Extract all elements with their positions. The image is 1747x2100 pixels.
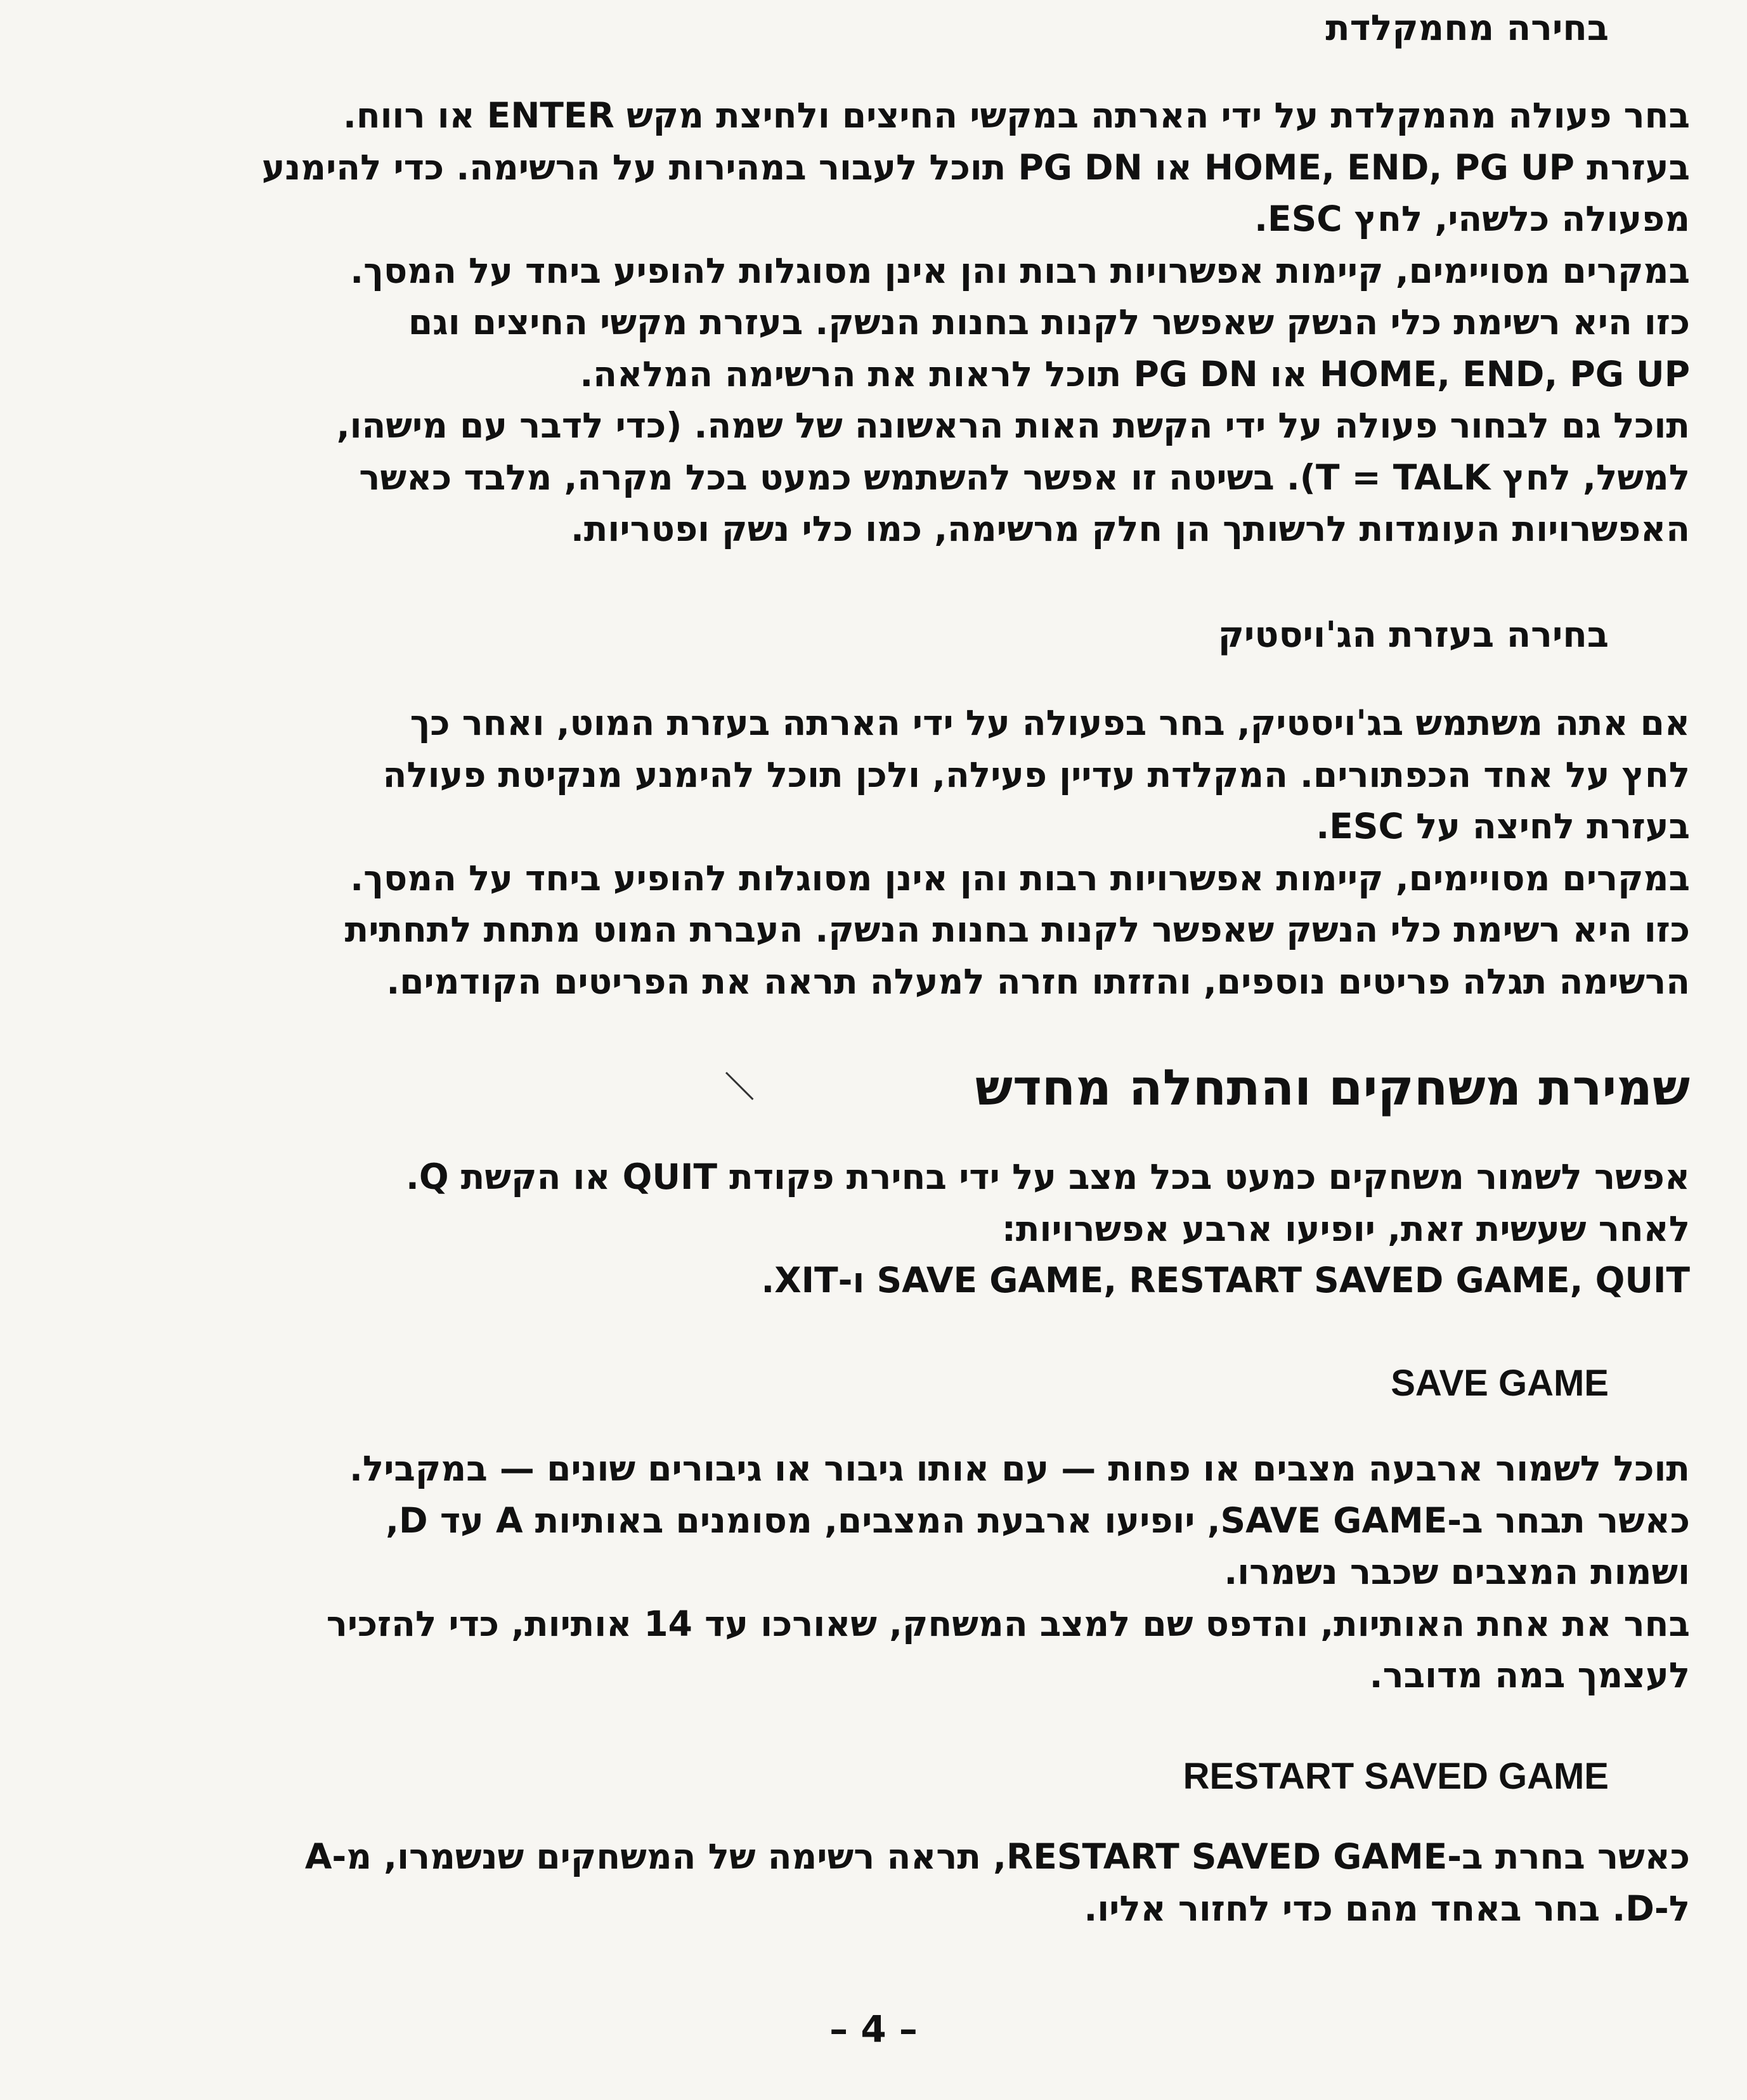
paragraph-line: כזו היא רשימת כלי הנשק שאפשר לקנות בחנות הנשק. העברת המוט מתחת לתחתית xyxy=(344,909,1690,950)
paragraph-line: האפשרויות העומדות לרשותך הן חלק מרשימה, כמו כלי נשק ופטריות. xyxy=(570,509,1690,549)
paragraph-line: בעזרת HOME, END, PG UP או PG DN תוכל לעבור במהירות על הרשימה. כדי להימנע xyxy=(261,146,1690,188)
paragraph-line: אם אתה משתמש בג'ויסטיק, בחר בפעולה על ידי הארתה בעזרת המוט, ואחר כך xyxy=(410,703,1690,743)
paragraph-line: מפעולה כלשהי, לחץ ESC. xyxy=(1254,198,1690,239)
paragraph-line: כאשר בחרת ב-RESTART SAVED GAME, תראה רשימה של המשחקים שנשמרו, מ-A xyxy=(304,1836,1690,1877)
paragraph-line: במקרים מסויימים, קיימות אפשרויות רבות והן אינן מסוגלות להופיע ביחד על המסך. xyxy=(350,857,1690,898)
paragraph-line: למשל, לחץ T = TALK). בשיטה זו אפשר להשתמש כמעט בכל מקרה, מלבד כאשר xyxy=(359,457,1690,498)
section-title-keyboard: בחירה מחמקלדת xyxy=(1325,8,1609,49)
subsection-body-save-game xyxy=(136,1443,1690,1702)
paragraph-line: לעצמך במה מדובר. xyxy=(1369,1655,1690,1695)
paragraph-line: לאחר שעשית זאת, יופיעו ארבע אפשרויות: xyxy=(1001,1208,1690,1249)
paragraph-line: הרשימה תגלה פריטים נוספים, והזזתו חזרה למעלה תראה את הפריטים הקודמים. xyxy=(386,961,1690,1002)
paragraph-line: לחץ על אחד הכפתורים. המקלדת עדיין פעילה, ולכן תוכל להימנע מנקיטת פעולה xyxy=(382,754,1690,795)
page-number: – 4 – xyxy=(829,2007,918,2051)
manual-page xyxy=(136,0,1690,2100)
subsection-title-save-game: SAVE GAME xyxy=(1391,1363,1609,1404)
paragraph-line: תוכל לשמור ארבעה מצבים או פחות — עם אותו גיבור או גיבורים שונים — במקביל. xyxy=(349,1448,1690,1489)
paragraph-line: SAVE GAME, RESTART SAVED GAME, QUIT ו-XIT. xyxy=(761,1260,1690,1300)
paragraph-line: ל-D. בחר באחד מהם כדי לחזור אליו. xyxy=(1084,1888,1690,1929)
paragraph-line: במקרים מסויימים, קיימות אפשרויות רבות והן אינן מסוגלות להופיע ביחד על המסך. xyxy=(350,250,1690,291)
section-body-keyboard xyxy=(136,90,1690,555)
section-body-joystick xyxy=(136,697,1690,1008)
paragraph-line: ושמות המצבים שכבר נשמרו. xyxy=(1224,1552,1690,1592)
paragraph-line: כזו היא רשימת כלי הנשק שאפשר לקנות בחנות הנשק. בעזרת מקשי החיצים וגם xyxy=(408,302,1690,342)
subsection-title-restart: RESTART SAVED GAME xyxy=(1183,1756,1609,1797)
paragraph-line: תוכל גם לבחור פעולה על ידי הקשת האות הראשונה של שמה. (כדי לדבר עם מישהו, xyxy=(336,405,1690,446)
paragraph-line: בחר פעולה מהמקלדת על ידי הארתה במקשי החיצים ולחיצת מקש ENTER או רווח. xyxy=(343,95,1690,136)
section-title-joystick: בחירה בעזרת הג'ויסטיק xyxy=(1218,614,1609,656)
subsection-body-restart xyxy=(136,1831,1690,1935)
section-body-saving xyxy=(136,1151,1690,1307)
paragraph-line: בחר את אחת האותיות, והדפס שם למצב המשחק, שאורכו עד 14 אותיות, כדי להזכיר xyxy=(326,1603,1690,1644)
paragraph-line: אפשר לשמור משחקים כמעט בכל מצב על ידי בחירת פקודת QUIT או הקשת Q. xyxy=(405,1157,1690,1197)
paragraph-line: בעזרת לחיצה על ESC. xyxy=(1316,806,1690,846)
section-title-saving: שמירת משחקים והתחלה מחדש xyxy=(975,1060,1690,1117)
paragraph-line: HOME, END, PG UP או PG DN תוכל לראות את הרשימה המלאה. xyxy=(580,353,1690,394)
paragraph-line: כאשר תבחר ב-SAVE GAME, יופיעו ארבעת המצבים, מסומנים באותיות A עד D, xyxy=(386,1500,1690,1541)
